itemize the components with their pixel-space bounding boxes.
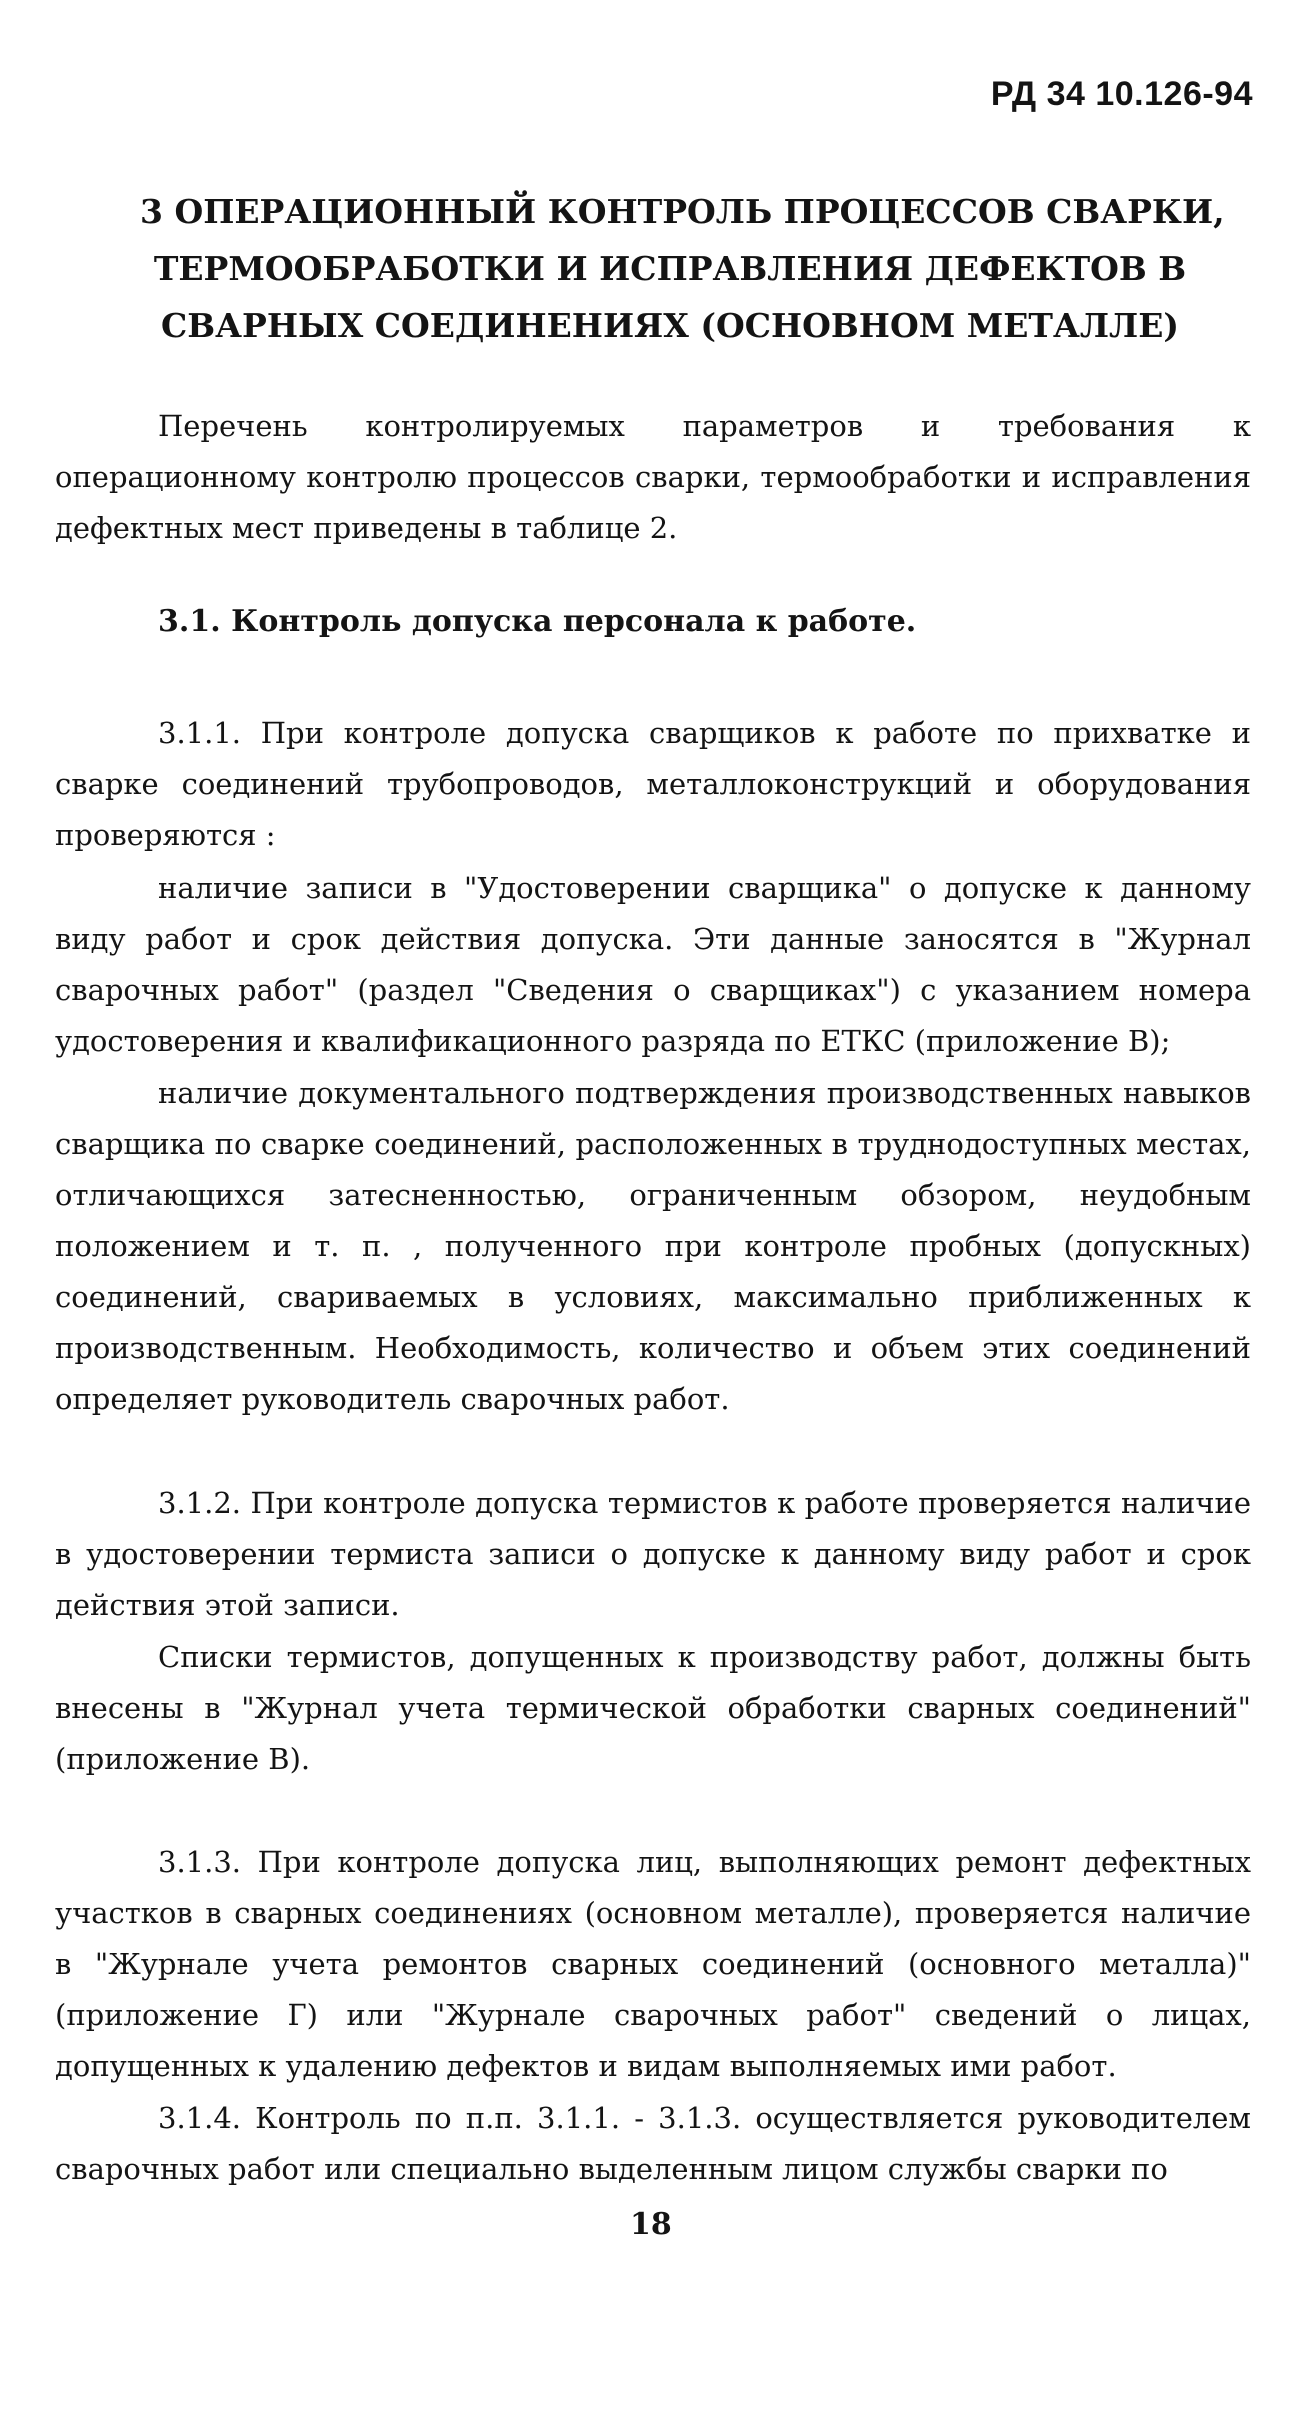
paragraph-3-1-2-lists: Списки термистов, допущенных к производству работ, должны быть внесены в "Журнал учета термической обработки сварных соединений" (приложение В). bbox=[55, 1640, 1251, 1776]
section-title-line-3: СВАРНЫХ СОЕДИНЕНИЯХ (ОСНОВНОМ МЕТАЛЛЕ) bbox=[161, 306, 1179, 345]
section-title-line-1: 3 ОПЕРАЦИОННЫЙ КОНТРОЛЬ ПРОЦЕССОВ СВАРКИ, bbox=[140, 192, 1225, 231]
paragraph-3-1-2: 3.1.2. При контроле допуска термистов к работе проверяется наличие в удостоверении термиста записи о допуске к данному виду работ и срок действия этой записи. bbox=[55, 1486, 1251, 1622]
paragraph-3-1-1-item-1: наличие записи в "Удостоверении сварщика" о допуске к данному виду работ и срок действия допуска. Эти данные заносятся в "Журнал сварочных работ" (раздел "Сведения о сварщиках") с указанием номера удостоверения и квалификационного разряда по ЕТКС (приложение В); bbox=[55, 871, 1251, 1058]
intro-paragraph: Перечень контролируемых параметров и требования к операционному контролю процессов сварки, термообработки и исправления дефектных мест приведены в таблице 2. bbox=[55, 409, 1251, 545]
section-title-line-2: ТЕРМООБРАБОТКИ И ИСПРАВЛЕНИЯ ДЕФЕКТОВ В bbox=[153, 249, 1187, 288]
paragraph-3-1-3: 3.1.3. При контроле допуска лиц, выполняющих ремонт дефектных участков в сварных соединениях (основном металле), проверяется наличие в "Журнале учета ремонтов сварных соединений (основного металла)" (приложение Г) или "Журнале сварочных работ" сведений о лицах, допущенных к удалению дефектов и видам выполняемых ими работ. bbox=[55, 1845, 1251, 2083]
document-code: РД 34 10.126-94 bbox=[990, 75, 1253, 113]
paragraph-3-1-4: 3.1.4. Контроль по п.п. 3.1.1. - 3.1.3. осуществляется руководителем сварочных работ или специально выделенным лицом службы сварки по bbox=[55, 2101, 1251, 2186]
subsection-heading-3-1: 3.1. Контроль допуска персонала к работе. bbox=[158, 604, 917, 639]
page-number: 18 bbox=[630, 2207, 672, 2242]
section-title bbox=[140, 183, 1225, 354]
paragraph-3-1-1: 3.1.1. При контроле допуска сварщиков к работе по прихватке и сварке соединений трубопроводов, металлоконструкций и оборудования проверяются : bbox=[55, 716, 1251, 852]
paragraph-3-1-1-item-2: наличие документального подтверждения производственных навыков сварщика по сварке соединений, расположенных в труднодоступных местах, отличающихся затесненностью, ограниченным обзором, неудобным положением и т. п. , полученного при контроле пробных (допускных) соединений, свариваемых в условиях, максимально приближенных к производственным. Необходимость, количество и объем этих соединений определяет руководитель сварочных работ. bbox=[55, 1076, 1251, 1416]
